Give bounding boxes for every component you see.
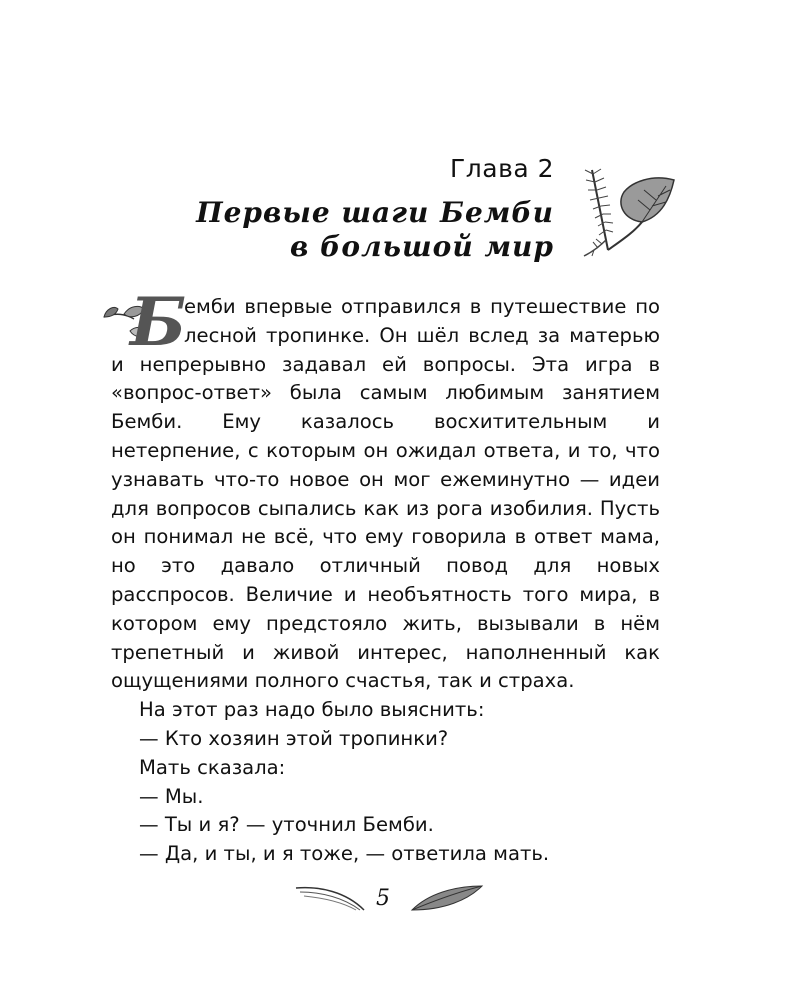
body-text [111, 283, 660, 869]
dialogue-line: — Ты и я? — уточнил Бемби. [139, 813, 434, 837]
chapter-title [114, 196, 554, 264]
dialogue-line: Мать сказала: [139, 755, 286, 779]
lead-paragraph-text: емби впервые отправился в путешествие по лесной тропинке. Он шёл вслед за матерью и непрерывно задавал ей вопросы. Эта игра в «вопрос-ответ» была самым любимым занятием Бемби. Ему казалось восхитительным и нетерпение, с которым он ожидал ответа, и то, что узнавать что-то новое он мог ежеминутно — идеи для вопросов сыпались как из рога изобилия. Пусть он понимал не всё, что ему говорила в ответ мама, но это давало отличный повод для новых расспросов. Величие и необъятность того мира, в котором ему предстояло жить, вызывали в нём трепетный и живой интерес, наполненный как ощущениями полного счастья, так и страха. [111, 295, 660, 693]
leaf-branch-icon [562, 160, 682, 270]
drop-cap [100, 283, 187, 361]
lead-paragraph [111, 283, 660, 696]
dialogue-line: — Кто хозяин этой тропинки? [139, 726, 449, 750]
feather-right-icon [408, 880, 488, 916]
dialogue-line: — Да, и ты, и я тоже, — ответила мать. [139, 842, 550, 866]
dialogue-line: На этот раз надо было выяснить: [139, 698, 485, 722]
drop-cap-letter: Б [130, 283, 187, 361]
page-footer [290, 880, 490, 920]
chapter-title-line-2: в большой мир [290, 230, 554, 263]
chapter-label: Глава 2 [450, 154, 554, 183]
dialogue-line: — Мы. [139, 784, 204, 808]
feather-left-icon [290, 880, 370, 916]
chapter-title-line-1: Первые шаги Бемби [196, 196, 554, 229]
page-number: 5 [376, 886, 390, 911]
